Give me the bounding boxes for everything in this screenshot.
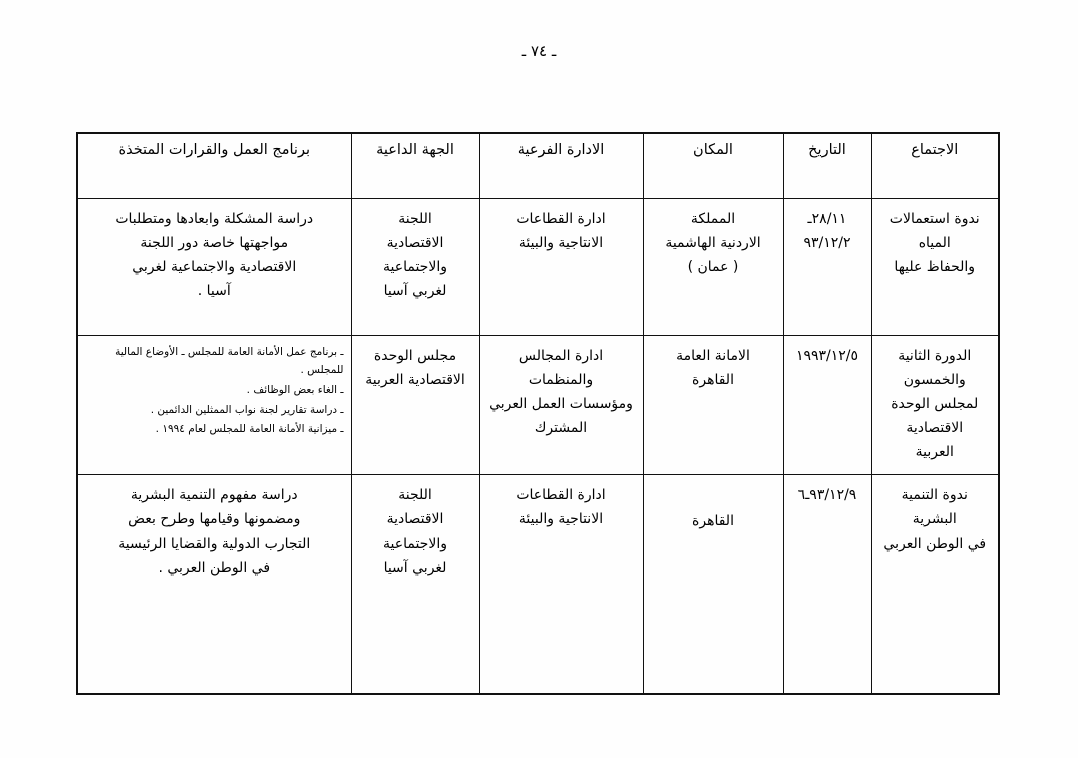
cell-meeting <box>871 199 999 336</box>
cell-line: في الوطن العربي <box>883 535 987 552</box>
cell-line: المملكة <box>690 211 736 227</box>
cell-inviter <box>351 199 479 336</box>
cell-line: ومضمونها وقيامها وطرح بعض <box>128 511 301 528</box>
cell-line: القاهرة <box>692 513 734 530</box>
cell-line: القاهرة <box>692 372 734 389</box>
cell-meeting <box>871 336 999 475</box>
cell-line: ادارة المجالس والمنظمات <box>518 348 604 389</box>
cell-line: في الوطن العربي . <box>158 559 271 576</box>
cell-line: المشترك <box>534 420 588 437</box>
cell-program <box>77 336 351 475</box>
cell-line: مواجهتها خاصة دور اللجنة <box>140 235 289 252</box>
cell-line: ٢٨/١١ـ <box>807 211 847 227</box>
table-row <box>77 199 999 336</box>
page-number: ـ ٧٤ ـ <box>521 42 557 60</box>
cell-line: الدورة الثانية والخمسون <box>898 348 972 389</box>
meetings-table <box>76 132 1000 695</box>
cell-line: الاقتصادية العربية <box>365 372 465 389</box>
cell-line: دراسة مفهوم التنمية البشرية <box>130 487 298 504</box>
cell-subadmin <box>479 475 643 695</box>
cell-line: الاقتصادية <box>386 511 444 528</box>
cell-line: لغربي آسيا <box>383 559 447 576</box>
cell-line: ( عمان ) <box>687 259 739 276</box>
cell-line: لغربي آسيا <box>383 283 447 300</box>
cell-line: الانتاجية والبيئة <box>518 511 604 528</box>
cell-subadmin <box>479 199 643 336</box>
cell-place <box>643 199 783 336</box>
table-header-row <box>77 133 999 199</box>
cell-line: ادارة القطاعات <box>516 487 606 504</box>
cell-program <box>77 199 351 336</box>
cell-line: اللجنة <box>398 487 432 504</box>
cell-line: والاجتماعية <box>383 259 447 276</box>
cell-place <box>643 475 783 695</box>
cell-line: والحفاظ عليها <box>894 259 976 276</box>
column-header-program: برنامج العمل والقرارات المتخذة <box>77 133 351 199</box>
cell-line: العربية <box>915 444 954 461</box>
list-item: ـ برنامج عمل الأمانة العامة للمجلس ـ الأوضاع المالية للمجلس . <box>115 346 344 376</box>
cell-line: والاجتماعية <box>383 535 447 552</box>
cell-place <box>643 336 783 475</box>
program-list <box>85 344 344 439</box>
column-header-meeting: الاجتماع <box>871 133 999 199</box>
cell-line: الاردنية الهاشمية <box>665 235 761 252</box>
cell-line: آسيا . <box>197 283 231 300</box>
cell-line: ٩٣/١٢/٩ـ٦ <box>797 487 857 504</box>
meetings-table-container <box>78 132 1000 695</box>
cell-line: ومؤسسات العمل العربي <box>489 396 633 413</box>
table-row <box>77 336 999 475</box>
cell-date <box>783 199 871 336</box>
cell-line: الاقتصادية <box>386 235 444 252</box>
cell-inviter <box>351 336 479 475</box>
cell-date <box>783 336 871 475</box>
cell-line: الانتاجية والبيئة <box>518 235 604 252</box>
list-item: ـ الغاء بعض الوظائف . <box>246 383 344 396</box>
column-header-place: المكان <box>643 133 783 199</box>
cell-line: لمجلس الوحدة الاقتصادية <box>891 396 979 437</box>
column-header-subadmin: الادارة الفرعية <box>479 133 643 199</box>
cell-date <box>783 475 871 695</box>
cell-inviter <box>351 475 479 695</box>
cell-line: ندوة التنمية البشرية <box>901 487 968 528</box>
cell-line: ادارة القطاعات <box>516 211 606 227</box>
cell-line: التجارب الدولية والقضايا الرئيسية <box>118 535 311 552</box>
cell-line: ١٩٩٣/١٢/٥ <box>795 348 859 364</box>
cell-meeting <box>871 475 999 695</box>
cell-line: ٩٣/١٢/٢ <box>803 235 851 252</box>
cell-line: الامانة العامة <box>676 348 750 364</box>
cell-program <box>77 475 351 695</box>
cell-line: دراسة المشكلة وابعادها ومتطلبات <box>115 211 314 227</box>
cell-line: اللجنة <box>398 211 432 227</box>
list-item: ـ دراسة تقارير لجنة نواب الممثلين الدائمين . <box>150 403 344 416</box>
column-header-date: التاريخ <box>783 133 871 199</box>
list-item: ـ ميزانية الأمانة العامة للمجلس لعام ١٩٩٤ . <box>155 423 344 436</box>
column-header-inviter: الجهة الداعية <box>351 133 479 199</box>
cell-subadmin <box>479 336 643 475</box>
cell-line: ندوة استعمالات المياه <box>889 211 980 252</box>
cell-line: مجلس الوحدة <box>373 348 457 364</box>
table-row <box>77 475 999 695</box>
cell-line: الاقتصادية والاجتماعية لغربي <box>132 259 297 276</box>
